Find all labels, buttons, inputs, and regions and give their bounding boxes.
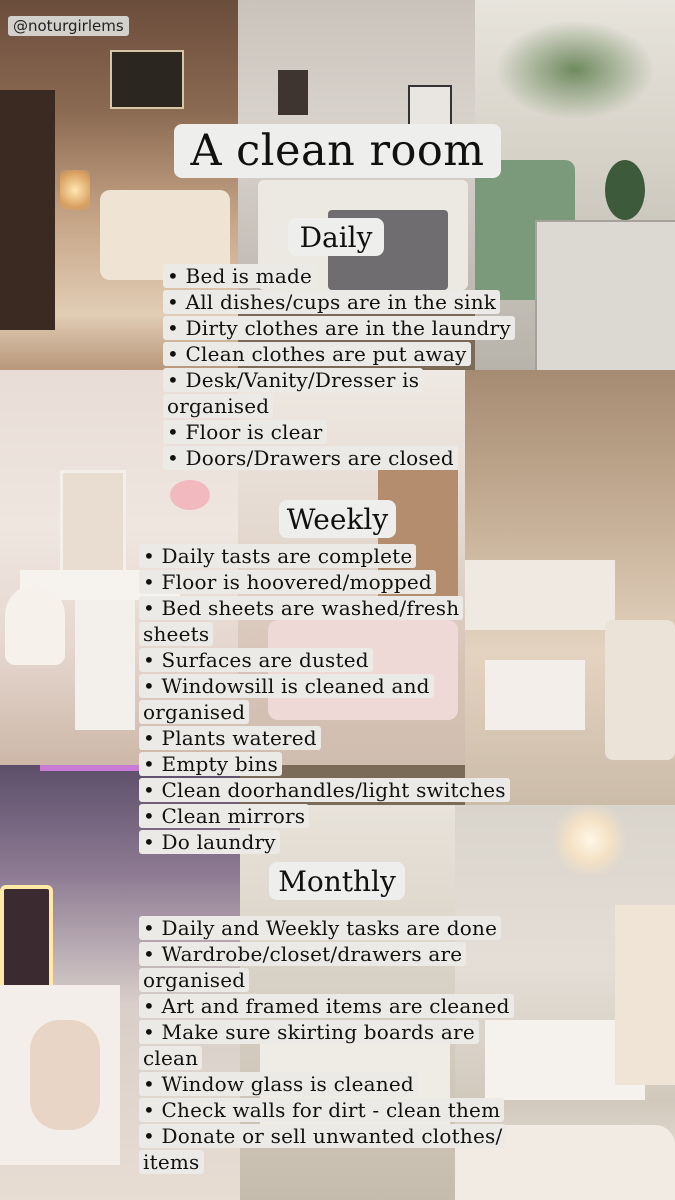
task-item-continuation bbox=[139, 1045, 514, 1071]
task-text: • Floor is hoovered/mopped bbox=[139, 570, 436, 594]
task-text: organised bbox=[139, 968, 249, 992]
author-handle: @noturgirlems bbox=[8, 16, 129, 36]
task-text: • Window glass is cleaned bbox=[139, 1072, 418, 1096]
daily-heading: Daily bbox=[288, 218, 384, 256]
task-item bbox=[139, 1123, 514, 1149]
task-text: organised bbox=[163, 394, 273, 418]
weekly-task-list bbox=[139, 543, 510, 855]
task-item bbox=[139, 829, 510, 855]
task-item bbox=[139, 647, 510, 673]
weekly-heading: Weekly bbox=[279, 500, 396, 538]
task-item-continuation bbox=[163, 393, 515, 419]
task-text: • Clean mirrors bbox=[139, 804, 309, 828]
task-item bbox=[139, 725, 510, 751]
task-text: • Floor is clear bbox=[163, 420, 327, 444]
task-text: sheets bbox=[139, 622, 213, 646]
task-text: • Daily and Weekly tasks are done bbox=[139, 916, 501, 940]
task-text: • Empty bins bbox=[139, 752, 282, 776]
task-text: • Plants watered bbox=[139, 726, 321, 750]
task-item bbox=[139, 595, 510, 621]
daily-task-list bbox=[163, 263, 515, 471]
task-item bbox=[139, 941, 514, 967]
task-item bbox=[163, 315, 515, 341]
task-text: • Do laundry bbox=[139, 830, 280, 854]
task-text: clean bbox=[139, 1046, 202, 1070]
task-item bbox=[163, 445, 515, 471]
task-text: • Dirty clothes are in the laundry bbox=[163, 316, 515, 340]
task-text: • Bed sheets are washed/fresh bbox=[139, 596, 463, 620]
task-text: • Desk/Vanity/Dresser is bbox=[163, 368, 423, 392]
task-text: organised bbox=[139, 700, 249, 724]
task-text: • Make sure skirting boards are bbox=[139, 1020, 479, 1044]
task-text: • Check walls for dirt - clean them bbox=[139, 1098, 504, 1122]
task-text: • Clean clothes are put away bbox=[163, 342, 471, 366]
task-item bbox=[139, 1019, 514, 1045]
task-item bbox=[139, 915, 514, 941]
task-text: • Surfaces are dusted bbox=[139, 648, 373, 672]
task-item bbox=[163, 341, 515, 367]
task-item bbox=[163, 289, 515, 315]
task-text: • Bed is made bbox=[163, 264, 316, 288]
task-text: • All dishes/cups are in the sink bbox=[163, 290, 500, 314]
task-item bbox=[139, 543, 510, 569]
task-item-continuation bbox=[139, 621, 510, 647]
task-text: • Doors/Drawers are closed bbox=[163, 446, 458, 470]
page-title: A clean room bbox=[174, 124, 501, 178]
task-item bbox=[139, 1071, 514, 1097]
task-item bbox=[139, 993, 514, 1019]
task-text: • Art and framed items are cleaned bbox=[139, 994, 514, 1018]
task-item-continuation bbox=[139, 967, 514, 993]
task-text: items bbox=[139, 1150, 204, 1174]
task-item bbox=[163, 263, 515, 289]
task-item bbox=[139, 751, 510, 777]
monthly-heading: Monthly bbox=[269, 862, 405, 900]
task-item bbox=[139, 673, 510, 699]
task-item bbox=[139, 803, 510, 829]
task-item bbox=[163, 367, 515, 393]
task-text: • Clean doorhandles/light switches bbox=[139, 778, 510, 802]
task-item bbox=[139, 569, 510, 595]
task-item bbox=[139, 1097, 514, 1123]
task-item bbox=[139, 777, 510, 803]
task-item-continuation bbox=[139, 1149, 514, 1175]
task-item bbox=[163, 419, 515, 445]
task-text: • Donate or sell unwanted clothes/ bbox=[139, 1124, 506, 1148]
task-text: • Windowsill is cleaned and bbox=[139, 674, 434, 698]
task-text: • Wardrobe/closet/drawers are bbox=[139, 942, 466, 966]
monthly-task-list bbox=[139, 915, 514, 1175]
task-text: • Daily tasts are complete bbox=[139, 544, 416, 568]
task-item-continuation bbox=[139, 699, 510, 725]
